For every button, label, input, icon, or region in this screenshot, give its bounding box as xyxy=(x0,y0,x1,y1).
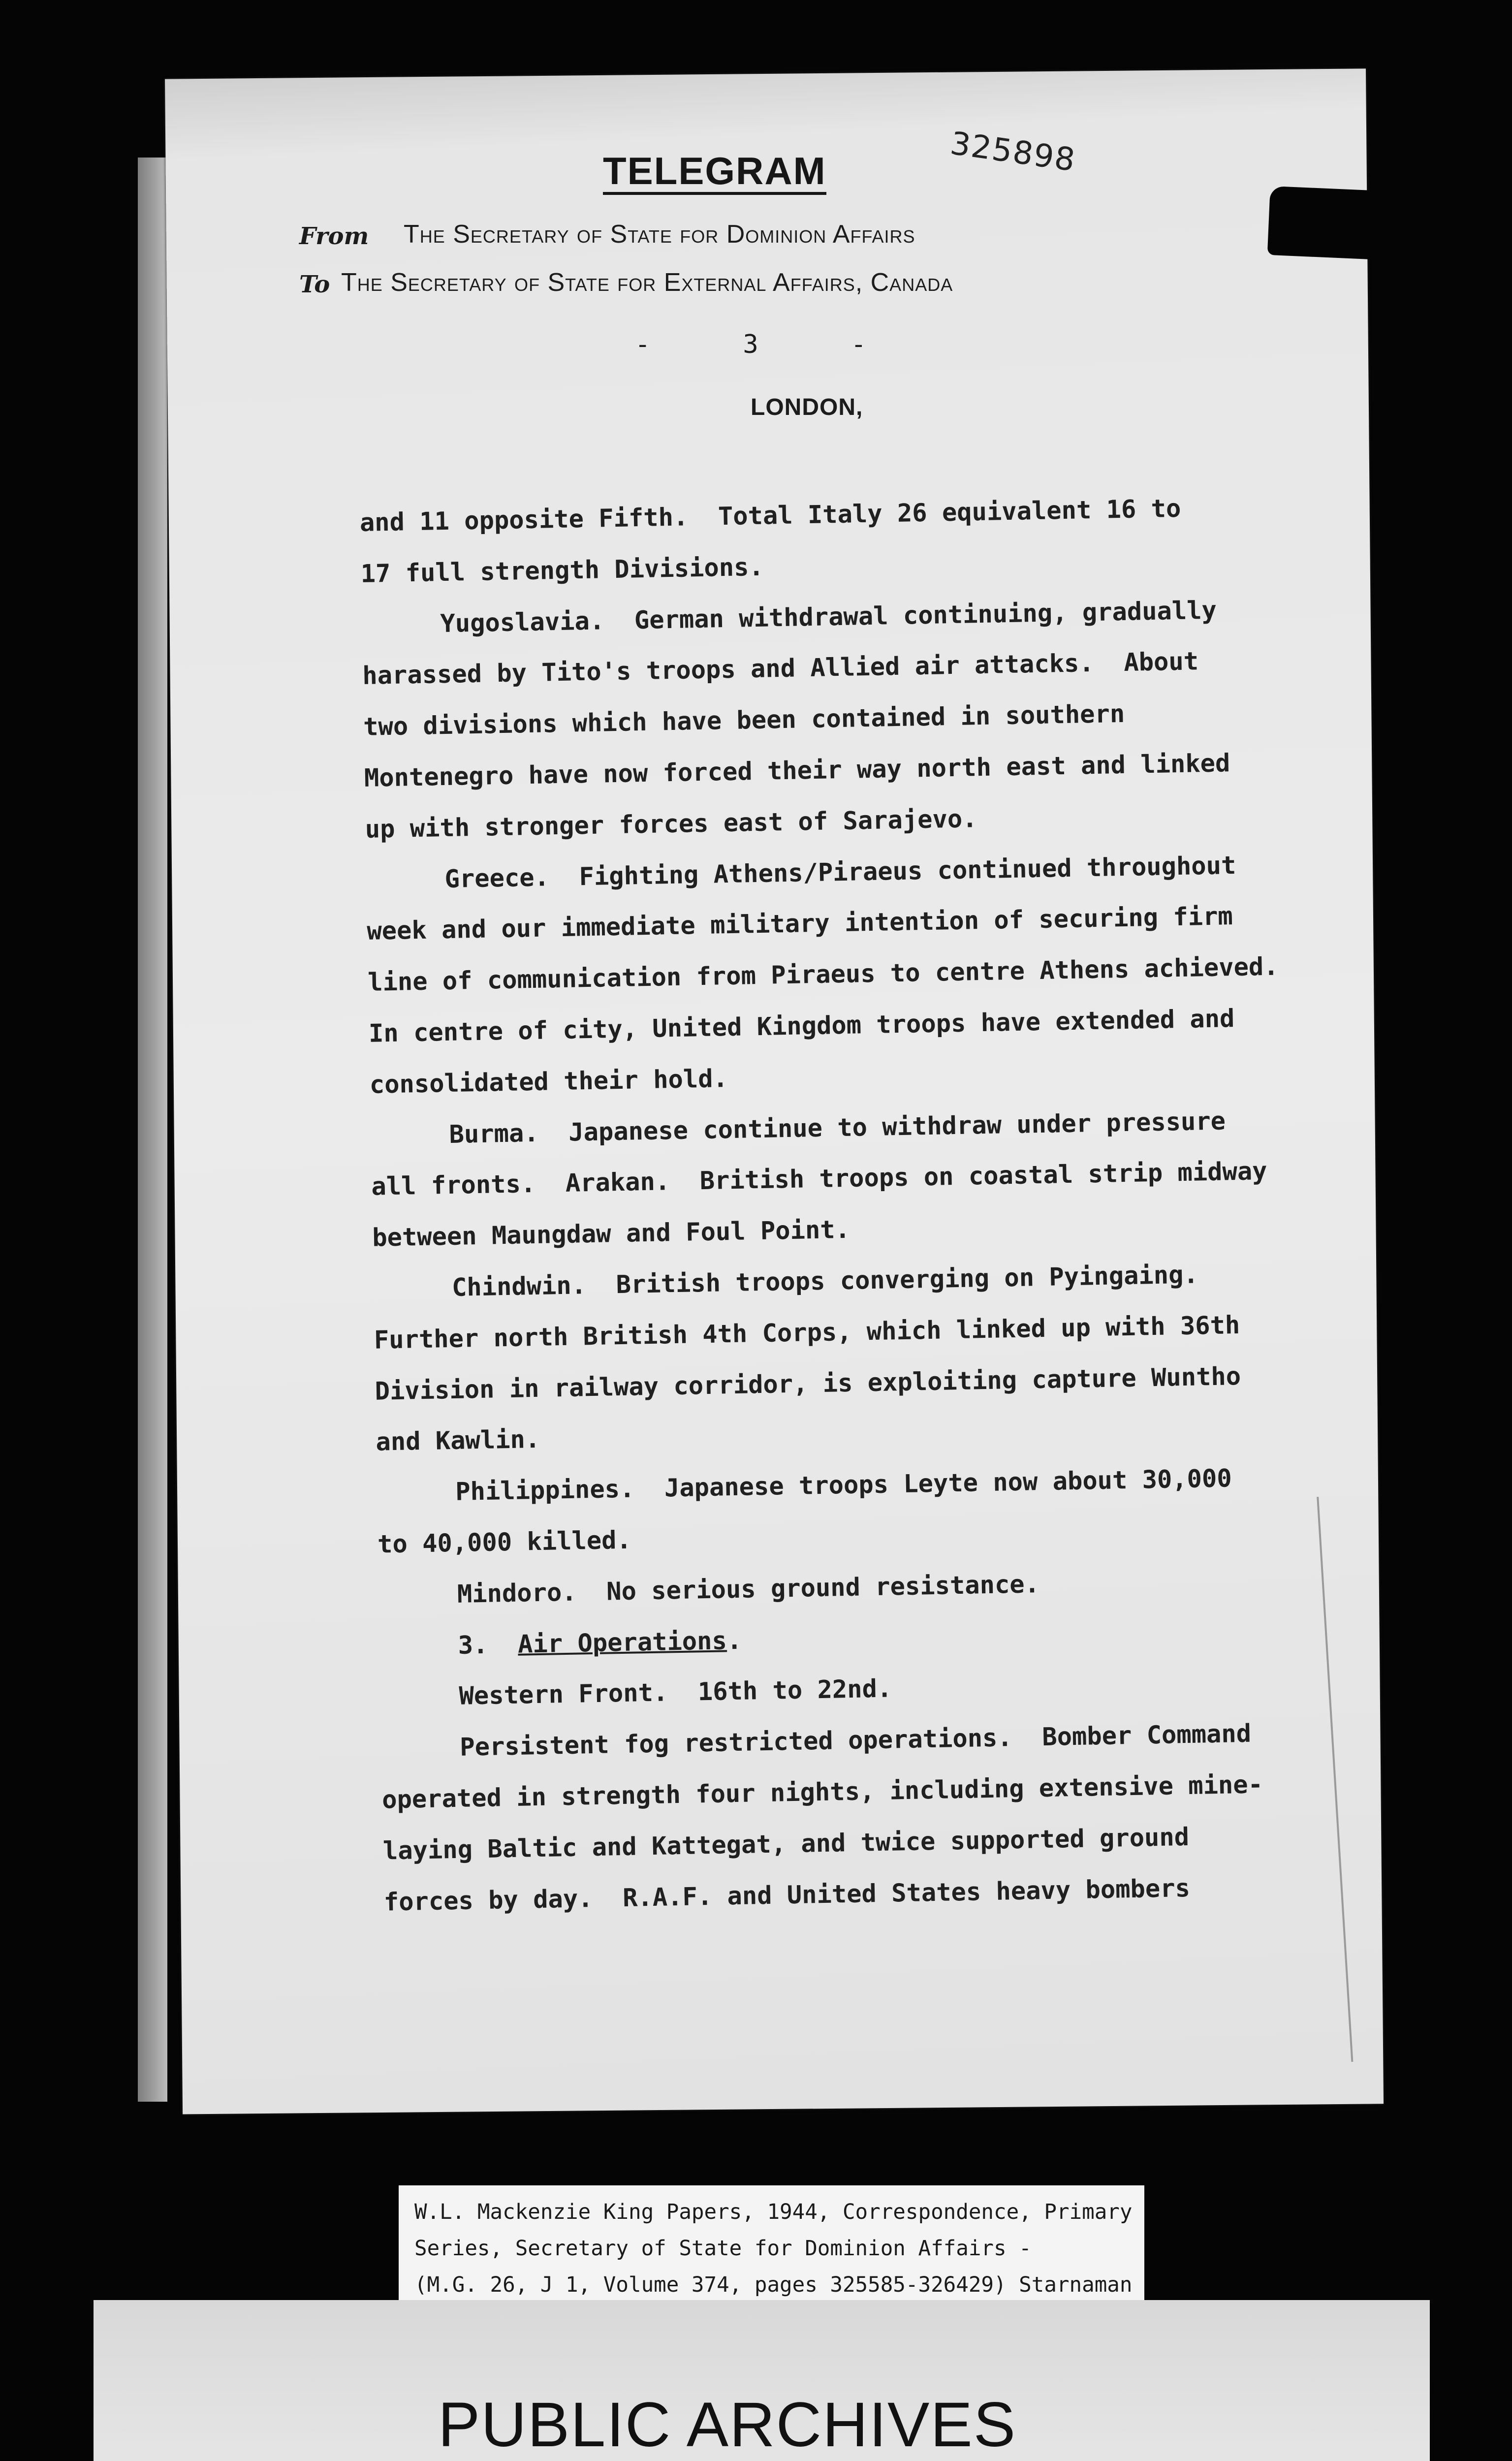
body-line: operated in strength four nights, including extensive mine- xyxy=(381,1769,1263,1814)
section-heading: Air Operations xyxy=(517,1625,727,1659)
body-line: harassed by Tito's troops and Allied air attacks. About xyxy=(362,646,1199,691)
body-line: Yugoslavia. German withdrawal continuing, gradually xyxy=(440,595,1217,638)
dispatch-place: LONDON, xyxy=(751,394,863,420)
body-line: In centre of city, United Kingdom troops have extended and xyxy=(368,1004,1235,1048)
page-number xyxy=(635,330,866,359)
body-line: Philippines. Japanese troops Leyte now about 30,000 xyxy=(455,1463,1232,1507)
section-number: 3. xyxy=(458,1630,488,1660)
body-line: between Maungdaw and Foul Point. xyxy=(372,1214,850,1252)
body-line: forces by day. R.A.F. and United States heavy bombers xyxy=(383,1873,1191,1917)
body-line: Montenegro have now forced their way north east and linked xyxy=(364,748,1230,792)
body-line: Chindwin. British troops converging on Pyingaing. xyxy=(451,1260,1199,1302)
body-line: Further north British 4th Corps, which linked up with 36th xyxy=(374,1310,1240,1355)
body-line: 17 full strength Divisions. xyxy=(360,552,764,588)
section-heading-suffix: . xyxy=(726,1625,742,1655)
body-line: Mindoro. No serious ground resistance. xyxy=(457,1569,1040,1609)
archives-stamp-card xyxy=(94,2300,1430,2461)
body-line: two divisions which have been contained in southern xyxy=(363,699,1125,742)
archives-line-public-archives: PUBLIC ARCHIVES xyxy=(438,2390,1017,2460)
body-line: Persistent fog restricted operations. Bomber Command xyxy=(459,1718,1252,1762)
page-dash-right: - xyxy=(850,330,866,359)
page-number-value: 3 xyxy=(743,330,758,359)
body-line: consolidated their hold. xyxy=(369,1063,728,1099)
stamped-serial-number: 325898 xyxy=(948,125,1078,179)
from-label: From xyxy=(299,222,369,250)
citation-line: W.L. Mackenzie King Papers, 1944, Correspondence, Primary xyxy=(414,2200,1133,2224)
body-line: laying Baltic and Kattegat, and twice supported ground xyxy=(382,1822,1190,1865)
body-line: Western Front. 16th to 22nd. xyxy=(459,1673,892,1711)
from-value: The Secretary of State for Dominion Affairs xyxy=(404,220,915,249)
body-line: Greece. Fighting Athens/Piraeus continued throughout xyxy=(444,850,1236,893)
page-dash-left: - xyxy=(635,330,651,359)
citation-label xyxy=(399,2185,1144,2311)
to-label: To xyxy=(299,271,330,298)
underlying-page-edge xyxy=(138,158,167,2102)
body-line: to 40,000 killed. xyxy=(377,1525,632,1559)
body-line: and Kawlin. xyxy=(375,1424,540,1457)
telegram-title: TELEGRAM xyxy=(603,152,826,195)
body-line: Burma. Japanese continue to withdraw under pressure xyxy=(449,1106,1226,1149)
to-value: The Secretary of State for External Affairs, Canada xyxy=(341,268,953,297)
body-line: week and our immediate military intention of securing firm xyxy=(366,901,1233,946)
body-line: up with stronger forces east of Sarajevo. xyxy=(365,803,977,844)
telegram-body xyxy=(359,480,1334,1927)
citation-line: Series, Secretary of State for Dominion Affairs - xyxy=(414,2237,1032,2261)
body-line: Division in railway corridor, is exploiting capture Wuntho xyxy=(375,1361,1241,1406)
citation-line: (M.G. 26, J 1, Volume 374, pages 325585-326429) Starnaman xyxy=(414,2273,1133,2297)
body-line: line of communication from Piraeus to centre Athens achieved. xyxy=(367,951,1279,997)
redaction-mark xyxy=(1267,186,1425,262)
body-line: and 11 opposite Fifth. Total Italy 26 equivalent 16 to xyxy=(359,493,1181,537)
body-line: all fronts. Arakan. British troops on coastal strip midway xyxy=(371,1156,1267,1201)
